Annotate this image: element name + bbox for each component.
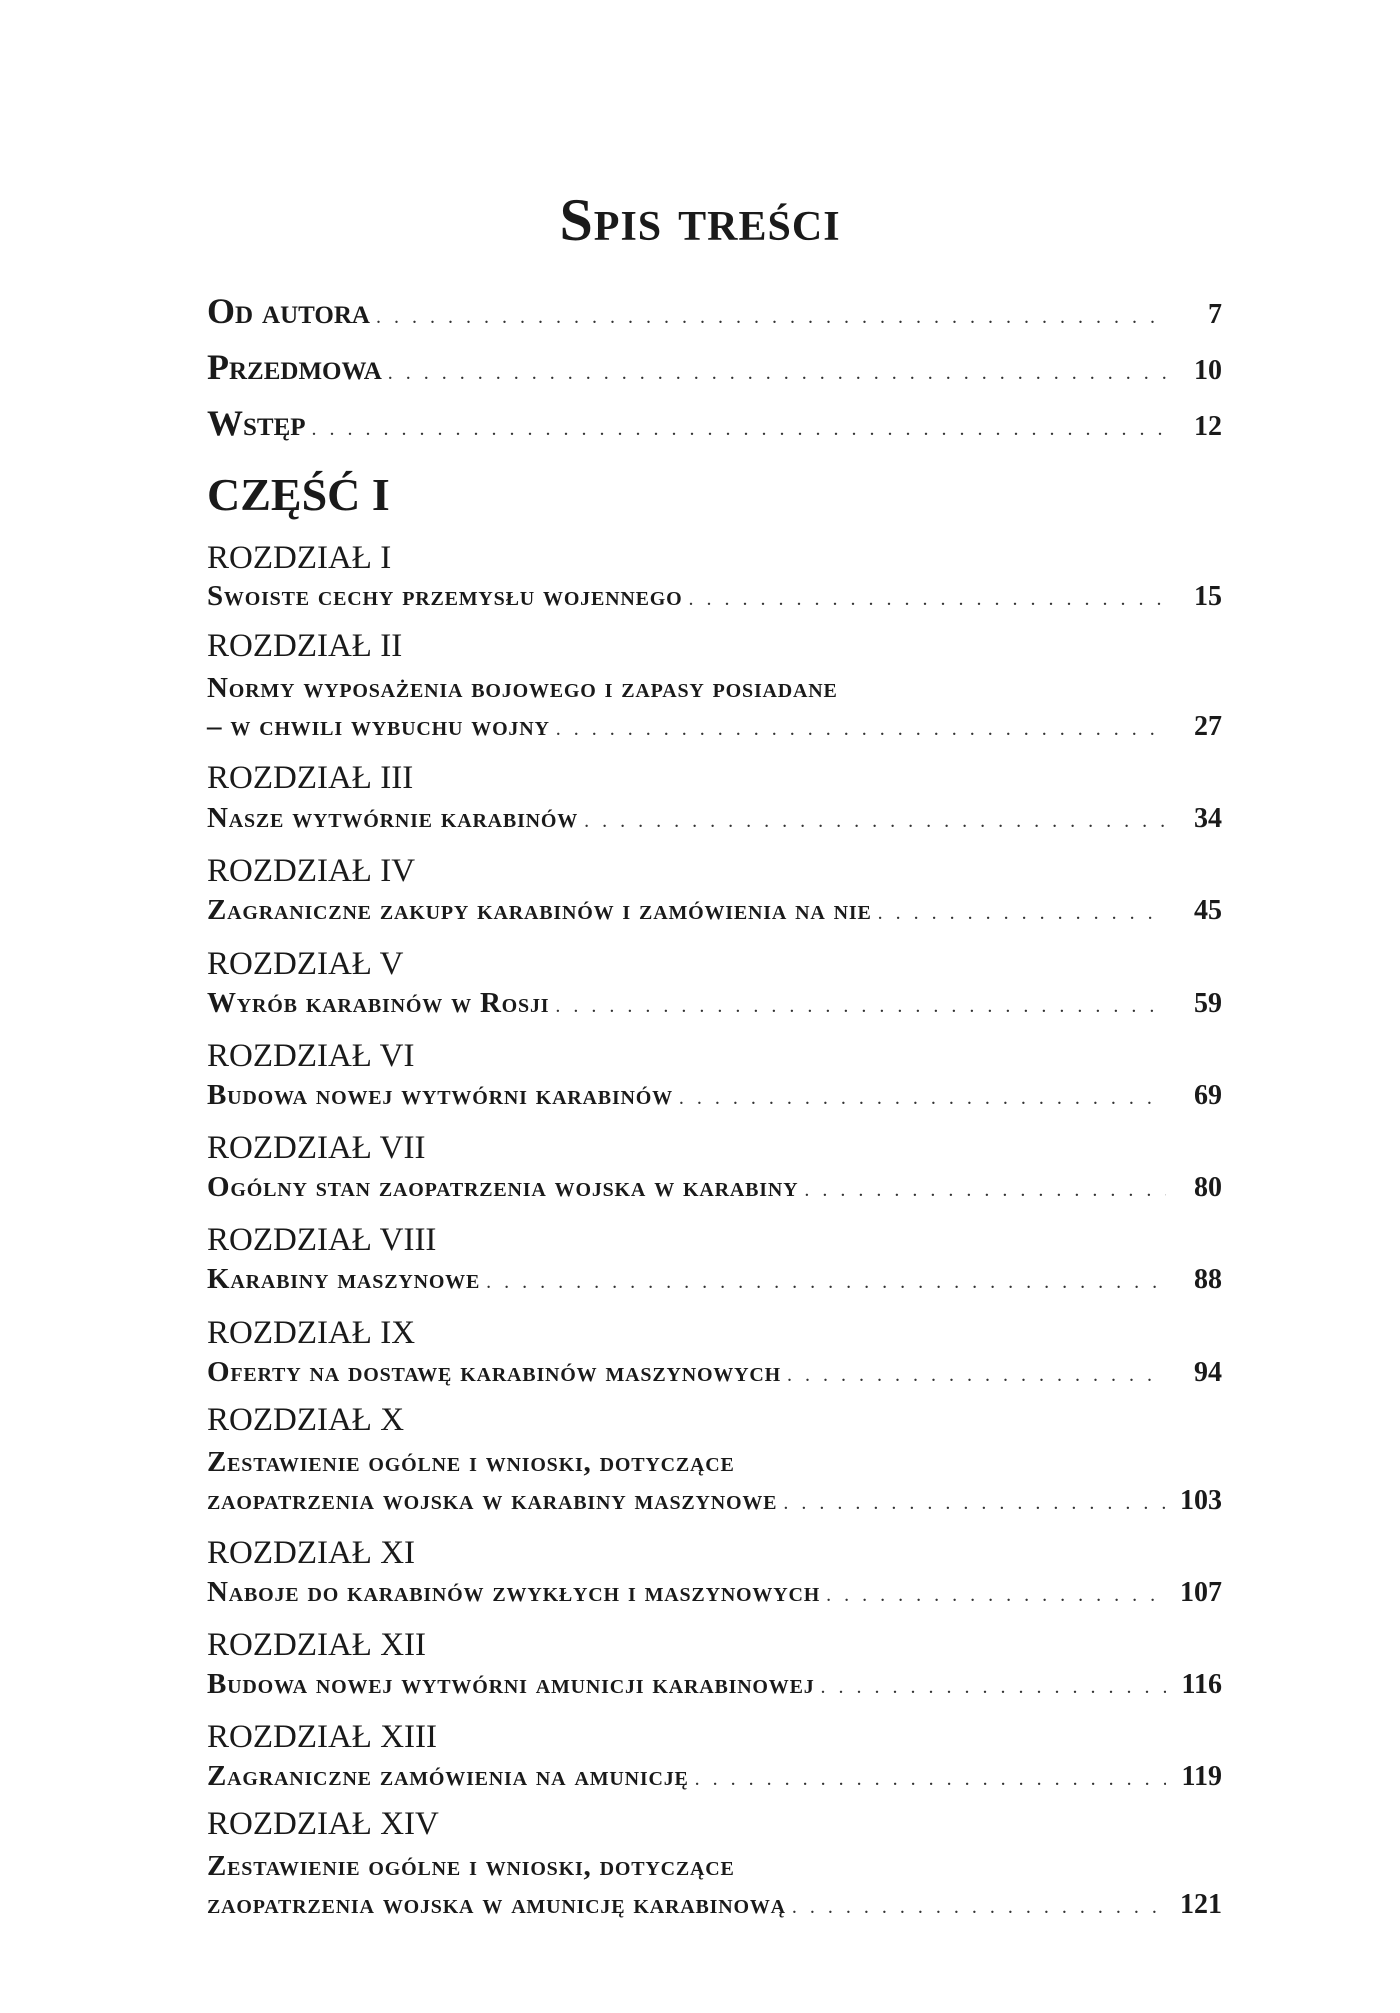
chapter-label: ROZDZIAŁ VI — [207, 1038, 415, 1074]
toc-entry-page: 12 — [1194, 411, 1222, 442]
toc-entry-chapter-6[interactable] — [207, 1079, 1222, 1127]
toc-entry-title: Zagraniczne zamówienia na amunicję — [207, 1760, 689, 1792]
toc-entry-title: zaopatrzenia wojska w amunicję karabinową — [207, 1888, 786, 1920]
toc-entry-chapter-11[interactable] — [207, 1576, 1222, 1624]
chapter-label: ROZDZIAŁ III — [207, 760, 414, 796]
chapter-label: ROZDZIAŁ V — [207, 946, 404, 982]
toc-entry-chapter-10[interactable] — [207, 1484, 1222, 1532]
toc-entry-page: 69 — [1194, 1080, 1222, 1111]
toc-entry-chapter-13[interactable] — [207, 1760, 1222, 1808]
toc-entry-title: Swoiste cechy przemysłu wojennego — [207, 580, 683, 612]
toc-entry-title-line1: Normy wyposażenia bojowego i zapasy posiadane — [207, 672, 838, 704]
leader-dots — [792, 1896, 1166, 1919]
chapter-label: ROZDZIAŁ XIII — [207, 1719, 438, 1755]
toc-entry-page: 88 — [1194, 1264, 1222, 1295]
toc-entry-page: 34 — [1194, 803, 1222, 834]
toc-entry-title: Ogólny stan zaopatrzenia wojska w karabiny — [207, 1171, 799, 1203]
chapter-label: ROZDZIAŁ IV — [207, 853, 416, 889]
toc-entry-page: 45 — [1194, 895, 1222, 926]
leader-dots — [376, 306, 1166, 329]
toc-entry-page: 94 — [1194, 1357, 1222, 1388]
toc-entry-page: 121 — [1180, 1889, 1222, 1920]
toc-entry-page: 107 — [1180, 1577, 1222, 1608]
chapter-label: ROZDZIAŁ X — [207, 1402, 405, 1438]
toc-entry-page: 59 — [1194, 988, 1222, 1019]
toc-entry-chapter-4[interactable] — [207, 894, 1222, 942]
leader-dots — [388, 362, 1166, 385]
toc-entry-page: 27 — [1194, 711, 1222, 742]
leader-dots — [312, 418, 1166, 441]
toc-entry-page: 80 — [1194, 1172, 1222, 1203]
toc-entry-title: – w chwili wybuchu wojny — [207, 710, 550, 742]
toc-entry-chapter-8[interactable] — [207, 1263, 1222, 1311]
toc-entry-chapter-2[interactable] — [207, 710, 1222, 758]
page-title: Spis treści — [559, 187, 841, 253]
toc-entry-title: Nasze wytwórnie karabinów — [207, 802, 579, 834]
toc-entry-title: Karabiny maszynowe — [207, 1263, 481, 1295]
toc-entry-page: 15 — [1194, 581, 1222, 612]
toc-entry-title: Budowa nowej wytwórni karabinów — [207, 1079, 673, 1111]
chapter-label: ROZDZIAŁ IX — [207, 1315, 416, 1351]
toc-entry-chapter-12[interactable] — [207, 1668, 1222, 1716]
toc-entry-page: 10 — [1194, 355, 1222, 386]
leader-dots — [787, 1364, 1166, 1387]
chapter-label: ROZDZIAŁ XII — [207, 1627, 427, 1663]
toc-entry-title: Budowa nowej wytwórni amunicji karabinowej — [207, 1668, 815, 1700]
toc-entry-page: 119 — [1181, 1761, 1222, 1792]
toc-entry-title: Wstęp — [207, 403, 306, 443]
toc-entry-title: Przedmowa — [207, 347, 382, 387]
leader-dots — [555, 995, 1166, 1018]
toc-entry-page: 7 — [1208, 299, 1222, 330]
leader-dots — [688, 588, 1166, 611]
chapter-label: ROZDZIAŁ XIV — [207, 1806, 439, 1842]
toc-entry-title: zaopatrzenia wojska w karabiny maszynowe — [207, 1484, 778, 1516]
leader-dots — [486, 1271, 1166, 1294]
toc-entry-chapter-1[interactable] — [207, 580, 1222, 628]
leader-dots — [878, 902, 1166, 925]
toc-entry-chapter-9[interactable] — [207, 1356, 1222, 1404]
leader-dots — [821, 1676, 1166, 1699]
toc-entry-chapter-14[interactable] — [207, 1888, 1222, 1936]
toc-entry-chapter-5[interactable] — [207, 987, 1222, 1035]
part-heading: CZĘŚĆ I — [207, 469, 390, 520]
leader-dots — [826, 1584, 1166, 1607]
toc-entry-title: Zagraniczne zakupy karabinów i zamówienia na nie — [207, 894, 872, 926]
toc-entry-front-2[interactable] — [207, 346, 1222, 394]
toc-entry-page: 116 — [1181, 1669, 1222, 1700]
toc-entry-title: Wyrób karabinów w Rosji — [207, 987, 550, 1019]
toc-entry-front-1[interactable] — [207, 290, 1222, 338]
toc-entry-title: Naboje do karabinów zwykłych i maszynowych — [207, 1576, 821, 1608]
leader-dots — [584, 810, 1166, 833]
leader-dots — [804, 1179, 1166, 1202]
chapter-label: ROZDZIAŁ II — [207, 628, 403, 664]
chapter-label: ROZDZIAŁ XI — [207, 1535, 416, 1571]
toc-entry-page: 103 — [1180, 1485, 1222, 1516]
toc-entry-title-line1: Zestawienie ogólne i wnioski, dotyczące — [207, 1850, 735, 1882]
toc-entry-title: Od autora — [207, 291, 370, 331]
chapter-label: ROZDZIAŁ VIII — [207, 1222, 437, 1258]
toc-entry-front-3[interactable] — [207, 402, 1222, 450]
chapter-label: ROZDZIAŁ I — [207, 540, 392, 576]
leader-dots — [783, 1492, 1166, 1515]
toc-entry-chapter-3[interactable] — [207, 802, 1222, 850]
leader-dots — [556, 718, 1166, 741]
leader-dots — [695, 1768, 1166, 1791]
toc-entry-title-line1: Zestawienie ogólne i wnioski, dotyczące — [207, 1446, 735, 1478]
chapter-label: ROZDZIAŁ VII — [207, 1130, 426, 1166]
toc-entry-title: Oferty na dostawę karabinów maszynowych — [207, 1356, 781, 1388]
leader-dots — [679, 1087, 1166, 1110]
toc-entry-chapter-7[interactable] — [207, 1171, 1222, 1219]
